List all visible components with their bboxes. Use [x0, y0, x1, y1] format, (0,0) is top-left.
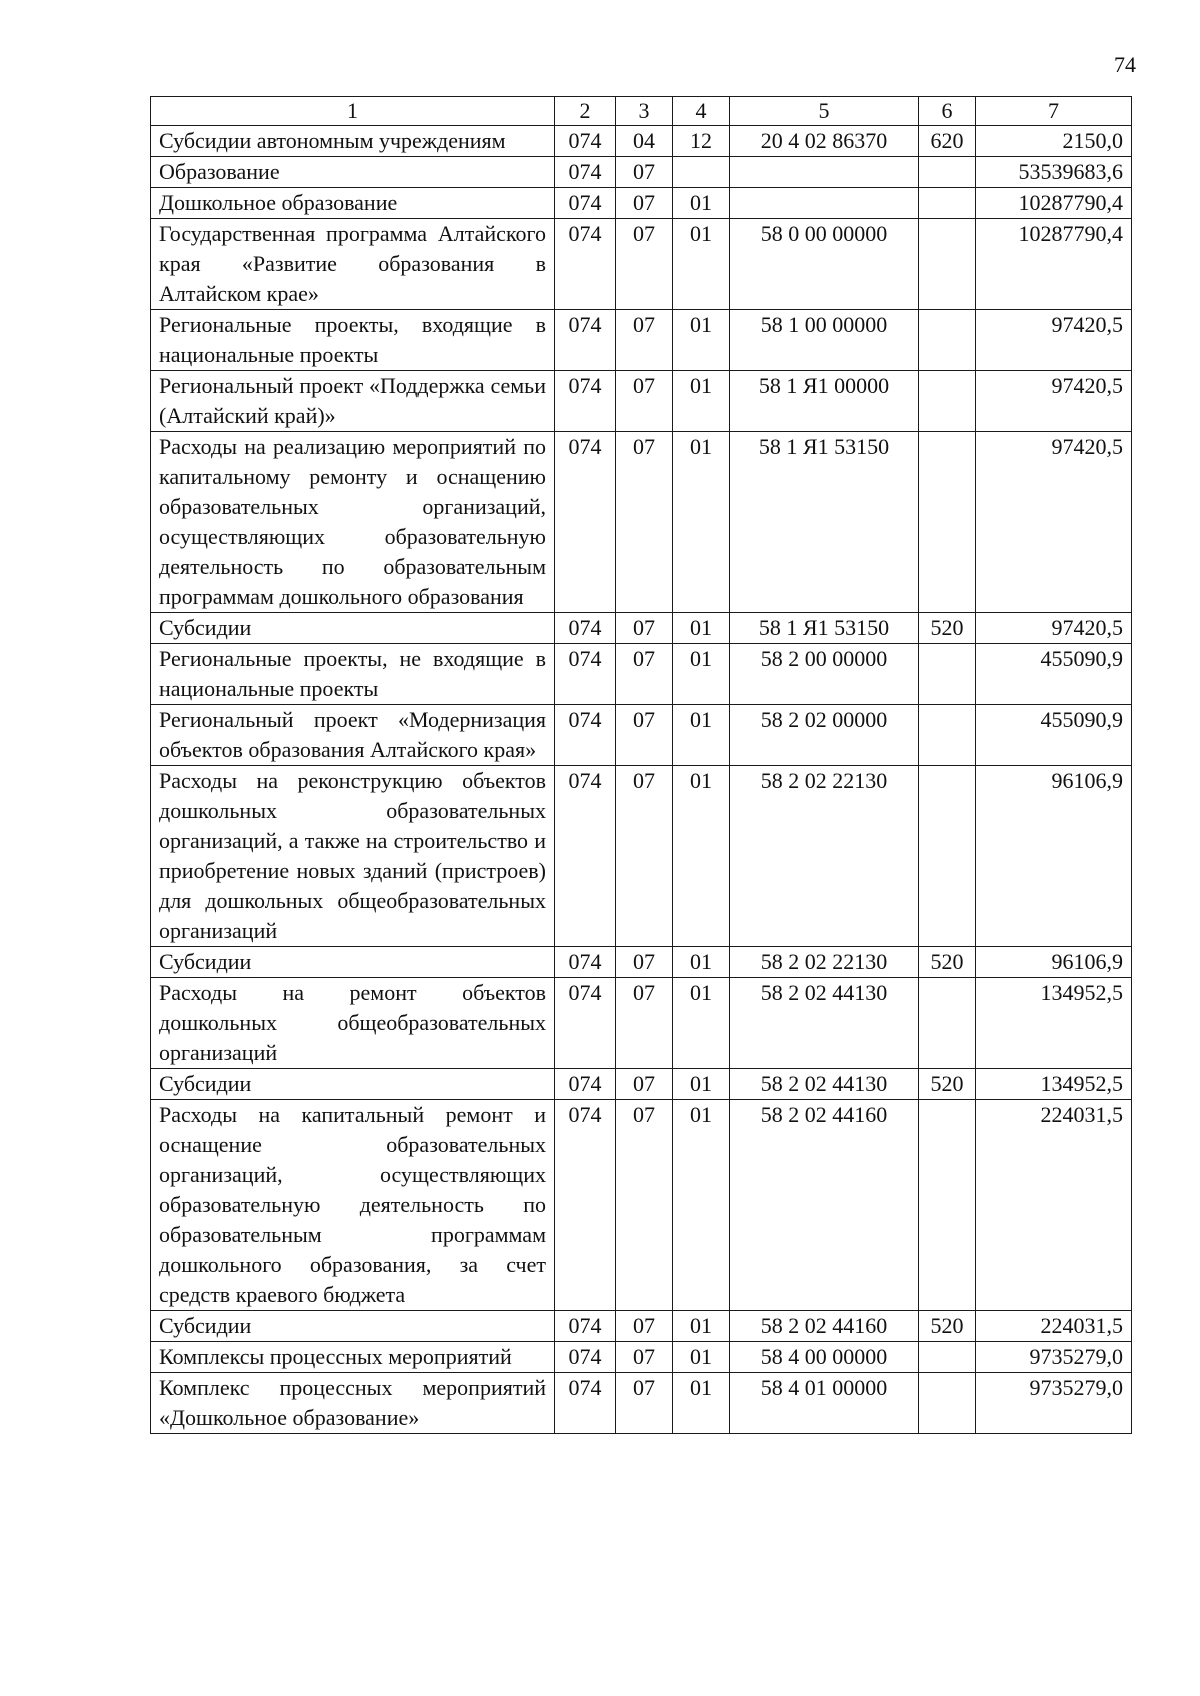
- cell-grbs: 074: [555, 644, 616, 705]
- cell-target-item: 58 1 00 00000: [730, 310, 919, 371]
- table-row: [151, 644, 1132, 705]
- cell-grbs: 074: [555, 219, 616, 310]
- cell-target-item: 58 0 00 00000: [730, 219, 919, 310]
- cell-amount: 97420,5: [976, 432, 1132, 613]
- cell-expense-type: [919, 978, 976, 1069]
- col-header-expense-type: 6: [919, 97, 976, 126]
- cell-name: Дошкольное образование: [151, 188, 555, 219]
- cell-amount: 224031,5: [976, 1311, 1132, 1342]
- cell-grbs: 074: [555, 1311, 616, 1342]
- cell-name: Субсидии: [151, 1311, 555, 1342]
- cell-grbs: 074: [555, 1342, 616, 1373]
- cell-subsection: 01: [673, 978, 730, 1069]
- cell-grbs: 074: [555, 432, 616, 613]
- cell-subsection: 01: [673, 1373, 730, 1434]
- table-row: [151, 371, 1132, 432]
- cell-amount: 134952,5: [976, 1069, 1132, 1100]
- cell-name: Региональные проекты, не входящие в национальные проекты: [151, 644, 555, 705]
- cell-section: 07: [616, 310, 673, 371]
- cell-amount: 134952,5: [976, 978, 1132, 1069]
- cell-grbs: 074: [555, 126, 616, 157]
- cell-name: Комплекс процессных мероприятий «Дошкольное образование»: [151, 1373, 555, 1434]
- cell-subsection: 01: [673, 766, 730, 947]
- table-row: [151, 978, 1132, 1069]
- cell-section: 07: [616, 978, 673, 1069]
- cell-subsection: 01: [673, 947, 730, 978]
- cell-name: Региональные проекты, входящие в национальные проекты: [151, 310, 555, 371]
- cell-amount: 10287790,4: [976, 219, 1132, 310]
- cell-target-item: 58 4 01 00000: [730, 1373, 919, 1434]
- cell-grbs: 074: [555, 188, 616, 219]
- cell-subsection: 01: [673, 1100, 730, 1311]
- table-row: [151, 219, 1132, 310]
- cell-amount: 2150,0: [976, 126, 1132, 157]
- cell-target-item: 58 2 02 44160: [730, 1100, 919, 1311]
- cell-section: 07: [616, 947, 673, 978]
- cell-grbs: 074: [555, 1373, 616, 1434]
- cell-expense-type: [919, 432, 976, 613]
- table-row: [151, 766, 1132, 947]
- cell-grbs: 074: [555, 705, 616, 766]
- cell-amount: 9735279,0: [976, 1373, 1132, 1434]
- cell-target-item: [730, 188, 919, 219]
- cell-target-item: 20 4 02 86370: [730, 126, 919, 157]
- page-number: 74: [1114, 52, 1136, 77]
- table-row: [151, 1373, 1132, 1434]
- cell-expense-type: [919, 157, 976, 188]
- cell-expense-type: [919, 371, 976, 432]
- cell-name: Расходы на реконструкцию объектов дошкольных образовательных организаций, а также на строительство и приобретение новых зданий (пристроев) для дошкольных общеобразовательных организаций: [151, 766, 555, 947]
- cell-grbs: 074: [555, 766, 616, 947]
- cell-expense-type: [919, 219, 976, 310]
- cell-name: Субсидии автономным учреждениям: [151, 126, 555, 157]
- cell-section: 07: [616, 1311, 673, 1342]
- table-row: [151, 705, 1132, 766]
- cell-target-item: 58 1 Я1 00000: [730, 371, 919, 432]
- cell-expense-type: [919, 188, 976, 219]
- table-row: [151, 188, 1132, 219]
- cell-subsection: 01: [673, 1069, 730, 1100]
- cell-target-item: 58 2 02 44160: [730, 1311, 919, 1342]
- cell-grbs: 074: [555, 978, 616, 1069]
- cell-expense-type: [919, 705, 976, 766]
- cell-amount: 96106,9: [976, 947, 1132, 978]
- cell-section: 07: [616, 1069, 673, 1100]
- cell-subsection: 01: [673, 705, 730, 766]
- cell-section: 07: [616, 644, 673, 705]
- budget-table: [150, 96, 1132, 1434]
- cell-name: Образование: [151, 157, 555, 188]
- cell-section: 07: [616, 371, 673, 432]
- cell-section: 07: [616, 1342, 673, 1373]
- cell-target-item: 58 4 00 00000: [730, 1342, 919, 1373]
- cell-name: Субсидии: [151, 613, 555, 644]
- cell-target-item: 58 2 00 00000: [730, 644, 919, 705]
- table-row: [151, 1311, 1132, 1342]
- cell-grbs: 074: [555, 613, 616, 644]
- cell-expense-type: 520: [919, 613, 976, 644]
- cell-subsection: 01: [673, 1311, 730, 1342]
- cell-section: 07: [616, 219, 673, 310]
- col-header-target-item: 5: [730, 97, 919, 126]
- cell-name: Расходы на капитальный ремонт и оснащение образовательных организаций, осуществляющих образовательную деятельность по образовательным программам дошкольного образования, за счет средств краевого бюджета: [151, 1100, 555, 1311]
- cell-section: 07: [616, 766, 673, 947]
- cell-grbs: 074: [555, 157, 616, 188]
- cell-name: Комплексы процессных мероприятий: [151, 1342, 555, 1373]
- table-row: [151, 1069, 1132, 1100]
- cell-subsection: 01: [673, 310, 730, 371]
- cell-name: Расходы на ремонт объектов дошкольных общеобразовательных организаций: [151, 978, 555, 1069]
- table-row: [151, 126, 1132, 157]
- cell-name: Субсидии: [151, 947, 555, 978]
- cell-amount: 97420,5: [976, 613, 1132, 644]
- cell-section: 07: [616, 613, 673, 644]
- col-header-section: 3: [616, 97, 673, 126]
- cell-expense-type: [919, 1373, 976, 1434]
- cell-expense-type: 520: [919, 947, 976, 978]
- cell-section: 07: [616, 1373, 673, 1434]
- cell-grbs: 074: [555, 310, 616, 371]
- cell-expense-type: [919, 766, 976, 947]
- cell-amount: 53539683,6: [976, 157, 1132, 188]
- cell-section: 07: [616, 157, 673, 188]
- cell-name: Региональный проект «Поддержка семьи (Алтайский край)»: [151, 371, 555, 432]
- cell-subsection: 01: [673, 432, 730, 613]
- header-row: [151, 97, 1132, 126]
- cell-target-item: 58 2 02 22130: [730, 766, 919, 947]
- cell-amount: 455090,9: [976, 644, 1132, 705]
- cell-amount: 455090,9: [976, 705, 1132, 766]
- cell-subsection: 01: [673, 188, 730, 219]
- cell-target-item: [730, 157, 919, 188]
- cell-target-item: 58 2 02 22130: [730, 947, 919, 978]
- table-row: [151, 1342, 1132, 1373]
- cell-grbs: 074: [555, 947, 616, 978]
- cell-subsection: 12: [673, 126, 730, 157]
- table-row: [151, 157, 1132, 188]
- cell-subsection: 01: [673, 219, 730, 310]
- cell-grbs: 074: [555, 371, 616, 432]
- cell-target-item: 58 1 Я1 53150: [730, 432, 919, 613]
- cell-section: 07: [616, 188, 673, 219]
- cell-expense-type: [919, 310, 976, 371]
- col-header-subsection: 4: [673, 97, 730, 126]
- cell-expense-type: [919, 1342, 976, 1373]
- cell-name: Расходы на реализацию мероприятий по капитальному ремонту и оснащению образовательных организаций, осуществляющих образовательную деятельность по образовательным программам дошкольного образования: [151, 432, 555, 613]
- table-row: [151, 1100, 1132, 1311]
- cell-subsection: 01: [673, 371, 730, 432]
- cell-subsection: 01: [673, 644, 730, 705]
- cell-amount: 97420,5: [976, 371, 1132, 432]
- cell-amount: 96106,9: [976, 766, 1132, 947]
- table-body: [151, 126, 1132, 1434]
- cell-expense-type: 520: [919, 1311, 976, 1342]
- col-header-grbs: 2: [555, 97, 616, 126]
- cell-amount: 10287790,4: [976, 188, 1132, 219]
- table-row: [151, 947, 1132, 978]
- cell-expense-type: [919, 1100, 976, 1311]
- cell-section: 07: [616, 1100, 673, 1311]
- cell-target-item: 58 2 02 44130: [730, 1069, 919, 1100]
- cell-subsection: [673, 157, 730, 188]
- cell-expense-type: 620: [919, 126, 976, 157]
- cell-section: 04: [616, 126, 673, 157]
- cell-expense-type: 520: [919, 1069, 976, 1100]
- cell-subsection: 01: [673, 1342, 730, 1373]
- col-header-amount: 7: [976, 97, 1132, 126]
- cell-target-item: 58 2 02 44130: [730, 978, 919, 1069]
- cell-subsection: 01: [673, 613, 730, 644]
- cell-expense-type: [919, 644, 976, 705]
- table-row: [151, 432, 1132, 613]
- cell-name: Государственная программа Алтайского края «Развитие образования в Алтайском крае»: [151, 219, 555, 310]
- cell-name: Региональный проект «Модернизация объектов образования Алтайского края»: [151, 705, 555, 766]
- cell-amount: 224031,5: [976, 1100, 1132, 1311]
- cell-amount: 9735279,0: [976, 1342, 1132, 1373]
- table-row: [151, 310, 1132, 371]
- cell-grbs: 074: [555, 1069, 616, 1100]
- cell-grbs: 074: [555, 1100, 616, 1311]
- table-row: [151, 613, 1132, 644]
- cell-section: 07: [616, 432, 673, 613]
- col-header-name: 1: [151, 97, 555, 126]
- cell-amount: 97420,5: [976, 310, 1132, 371]
- cell-section: 07: [616, 705, 673, 766]
- cell-name: Субсидии: [151, 1069, 555, 1100]
- cell-target-item: 58 2 02 00000: [730, 705, 919, 766]
- cell-target-item: 58 1 Я1 53150: [730, 613, 919, 644]
